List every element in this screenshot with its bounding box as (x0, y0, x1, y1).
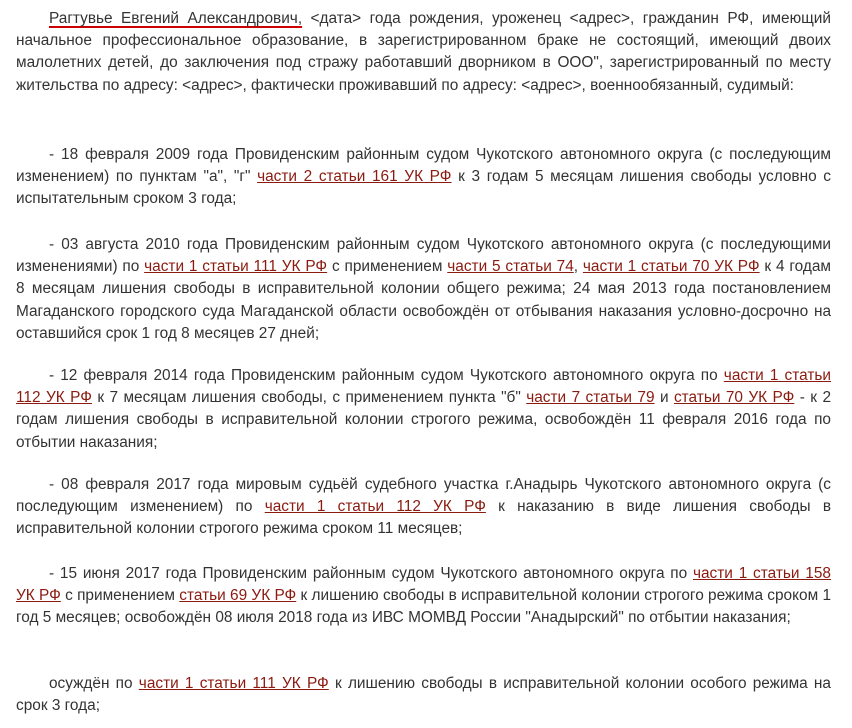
defendant-paragraph (16, 8, 831, 97)
paragraph-text: - 08 февраля 2017 года мировым судьёй судебного участка г.Анадырь Чукотского автономного округа (с последующим изменением) по (16, 476, 831, 516)
paragraph-text: к 7 месяцам лишения свободы, с применением пункта "б" (91, 389, 527, 407)
defendant-name: Рагтувье Евгений Александрович, (49, 10, 303, 27)
law-link[interactable]: статьи 70 УК РФ (673, 389, 795, 407)
paragraph-text: с применением (327, 258, 448, 276)
paragraph-text: осуждён по (49, 675, 139, 692)
paragraph-text: - 18 февраля 2009 года Провиденским районным судом Чукотского автономного округа (с последующим изменением) по пунктам "а", "г" (16, 146, 831, 186)
law-link[interactable]: статьи 69 УК РФ (179, 587, 297, 605)
law-link[interactable]: части 7 статьи 79 (526, 389, 655, 407)
defendant-details: <дата> года рождения, уроженец <адрес>, гражданин РФ, имеющий начальное профессиональное образование, в зарегистрированном браке не состоящий, имеющий двоих малолетних детей, до заключения под стражу работавший дворником в ООО", зарегистрированный по месту жительства по адресу: <адрес>, фактически проживавший по адресу: <адрес>, военнообязанный, судимый: (16, 10, 831, 94)
paragraph-text: к лишению свободы в исправительной колонии строгого режима сроком 1 год 5 месяцев; освобождён 08 июля 2018 года из ИВС МОМВД России "Анадырский" по отбытии наказания; (16, 587, 832, 627)
paragraph-text: к 4 годам 8 месяцам лишения свободы в исправительной колонии общего режима; 24 мая 2013 года постановлением Магаданского городского суда Магаданской области освобождён от отбывания наказания условно-досрочно на оставшийся срок 1 год 8 месяцев 27 дней; (16, 258, 831, 342)
paragraph-text: , (573, 258, 583, 276)
conviction-2017-jun (16, 563, 831, 630)
law-link[interactable]: части 1 статьи 112 УК РФ (264, 498, 486, 516)
law-link[interactable]: части 1 статьи 158 УК РФ (16, 565, 831, 605)
paragraph-text: - 12 февраля 2014 года Провиденским районным судом Чукотского автономного округа по (49, 367, 724, 384)
paragraph-text: с применением (60, 587, 180, 605)
conviction-2009 (16, 144, 831, 211)
paragraph-text: - 03 августа 2010 года Провиденским районным судом Чукотского автономного округа (с последующими изменениями) по (16, 236, 831, 276)
paragraph-text: - к 2 годам лишения свободы в исправительной колонии строгого режима, освобождён 11 февраля 2016 года по отбытии наказания; (16, 389, 832, 451)
paragraph-text: к наказанию в виде лишения свободы в исправительной колонии строгого режима сроком 11 месяцев; (16, 498, 832, 538)
conviction-2014 (16, 365, 831, 454)
law-link[interactable]: части 1 статьи 112 УК РФ (16, 367, 831, 407)
paragraph-text: - 15 июня 2017 года Провиденским районным судом Чукотского автономного округа по (49, 565, 693, 582)
law-link[interactable]: части 1 статьи 111 УК РФ (138, 675, 329, 692)
law-link[interactable]: части 2 статьи 161 УК РФ (257, 168, 452, 186)
paragraph-text: и (654, 389, 674, 407)
paragraph-text: к лишению свободы в исправительной колонии особого режима на срок 3 года; (16, 675, 831, 715)
law-link[interactable]: части 1 статьи 70 УК РФ (582, 258, 760, 276)
conviction-2010 (16, 234, 831, 345)
law-link[interactable]: части 1 статьи 111 УК РФ (144, 258, 328, 276)
law-link[interactable]: части 5 статьи 74 (447, 258, 574, 276)
paragraph-text: к 3 годам 5 месяцам лишения свободы условно с испытательным сроком 3 года; (16, 168, 831, 208)
current-conviction (16, 673, 831, 717)
conviction-2017-feb (16, 474, 831, 541)
